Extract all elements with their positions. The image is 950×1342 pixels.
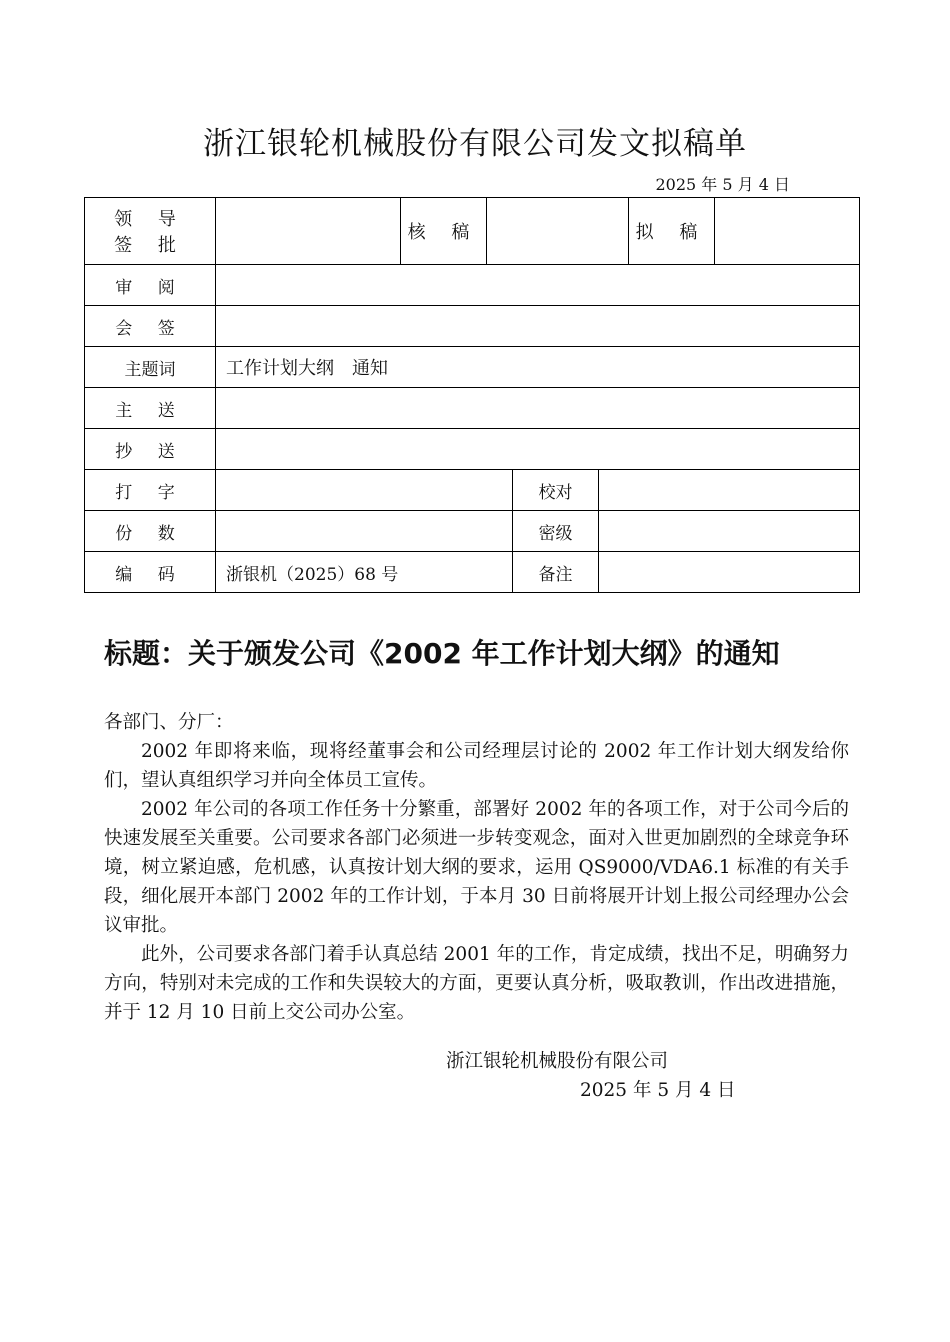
form-row-typing: [85, 470, 860, 511]
secrecy-field[interactable]: [599, 511, 860, 552]
zhusong-label: 主 送: [85, 388, 216, 429]
notice-subject: 标题：关于颁发公司《2002 年工作计划大纲》的通知: [104, 637, 780, 670]
draft-label: 拟 稿: [629, 198, 715, 265]
form-row-approval: [85, 198, 860, 265]
signature-date: 2025 年 5 月 4 日: [580, 1080, 736, 1101]
proof-label: 校对: [513, 470, 599, 511]
paragraph-1: 2002 年即将来临，现将经董事会和公司经理层讨论的 2002 年工作计划大纲发给你们，望认真组织学习并向全体员工宣传。: [104, 741, 849, 791]
keywords-field[interactable]: 工作计划大纲 通知: [216, 347, 860, 388]
leader-approval-field[interactable]: [216, 198, 401, 265]
signature-company: 浙江银轮机械股份有限公司: [446, 1051, 669, 1072]
draft-field[interactable]: [715, 198, 860, 265]
form-row-keywords: [85, 347, 860, 388]
shenyue-label: 审 阅: [85, 265, 216, 306]
form-row-code: [85, 552, 860, 593]
chaosong-label: 抄 送: [85, 429, 216, 470]
salutation: 各部门、分厂：: [104, 712, 234, 733]
zhusong-field[interactable]: [216, 388, 860, 429]
copies-field[interactable]: [216, 511, 513, 552]
remarks-field[interactable]: [599, 552, 860, 593]
paragraph-3: 此外，公司要求各部门着手认真总结 2001 年的工作，肯定成绩，找出不足，明确努力方向，特别对未完成的工作和失误较大的方面，更要认真分析，吸取教训，作出改进措施，并于 12 月 10 日前上交公司办公室。: [104, 944, 849, 1023]
proof-field[interactable]: [599, 470, 860, 511]
form-row-shenyue: [85, 265, 860, 306]
chaosong-field[interactable]: [216, 429, 860, 470]
secrecy-label: 密级: [513, 511, 599, 552]
draft-form-table: [84, 197, 860, 593]
document-title: 浙江银轮机械股份有限公司发文拟稿单: [203, 126, 747, 162]
copies-label: 份 数: [85, 511, 216, 552]
typing-field[interactable]: [216, 470, 513, 511]
form-row-zhusong: [85, 388, 860, 429]
typing-label: 打 字: [85, 470, 216, 511]
review-field[interactable]: [487, 198, 629, 265]
form-row-copies: [85, 511, 860, 552]
huiqian-field[interactable]: [216, 306, 860, 347]
form-row-huiqian: [85, 306, 860, 347]
code-field[interactable]: 浙银机（2025）68 号: [216, 552, 513, 593]
notice-body: [104, 708, 849, 1027]
shenyue-field[interactable]: [216, 265, 860, 306]
keywords-label: 主题词: [85, 347, 216, 388]
paragraph-2: 2002 年公司的各项工作任务十分繁重，部署好 2002 年的各项工作，对于公司今后的快速发展至关重要。公司要求各部门必须进一步转变观念，面对入世更加剧烈的全球竞争环境，树立紧迫感，危机感，认真按计划大纲的要求，运用 QS9000/VDA6.1 标准的有关手段，细化展开本部门 2002 年的工作计划，于本月 30 日前将展开计划上报公司经理办公会议审批。: [104, 799, 849, 936]
remarks-label: 备注: [513, 552, 599, 593]
code-label: 编 码: [85, 552, 216, 593]
review-label: 核 稿: [401, 198, 487, 265]
form-row-chaosong: [85, 429, 860, 470]
draft-date: 2025 年 5 月 4 日: [655, 175, 790, 194]
huiqian-label: 会 签: [85, 306, 216, 347]
leader-approval-label: 领 导 签 批: [85, 198, 216, 265]
